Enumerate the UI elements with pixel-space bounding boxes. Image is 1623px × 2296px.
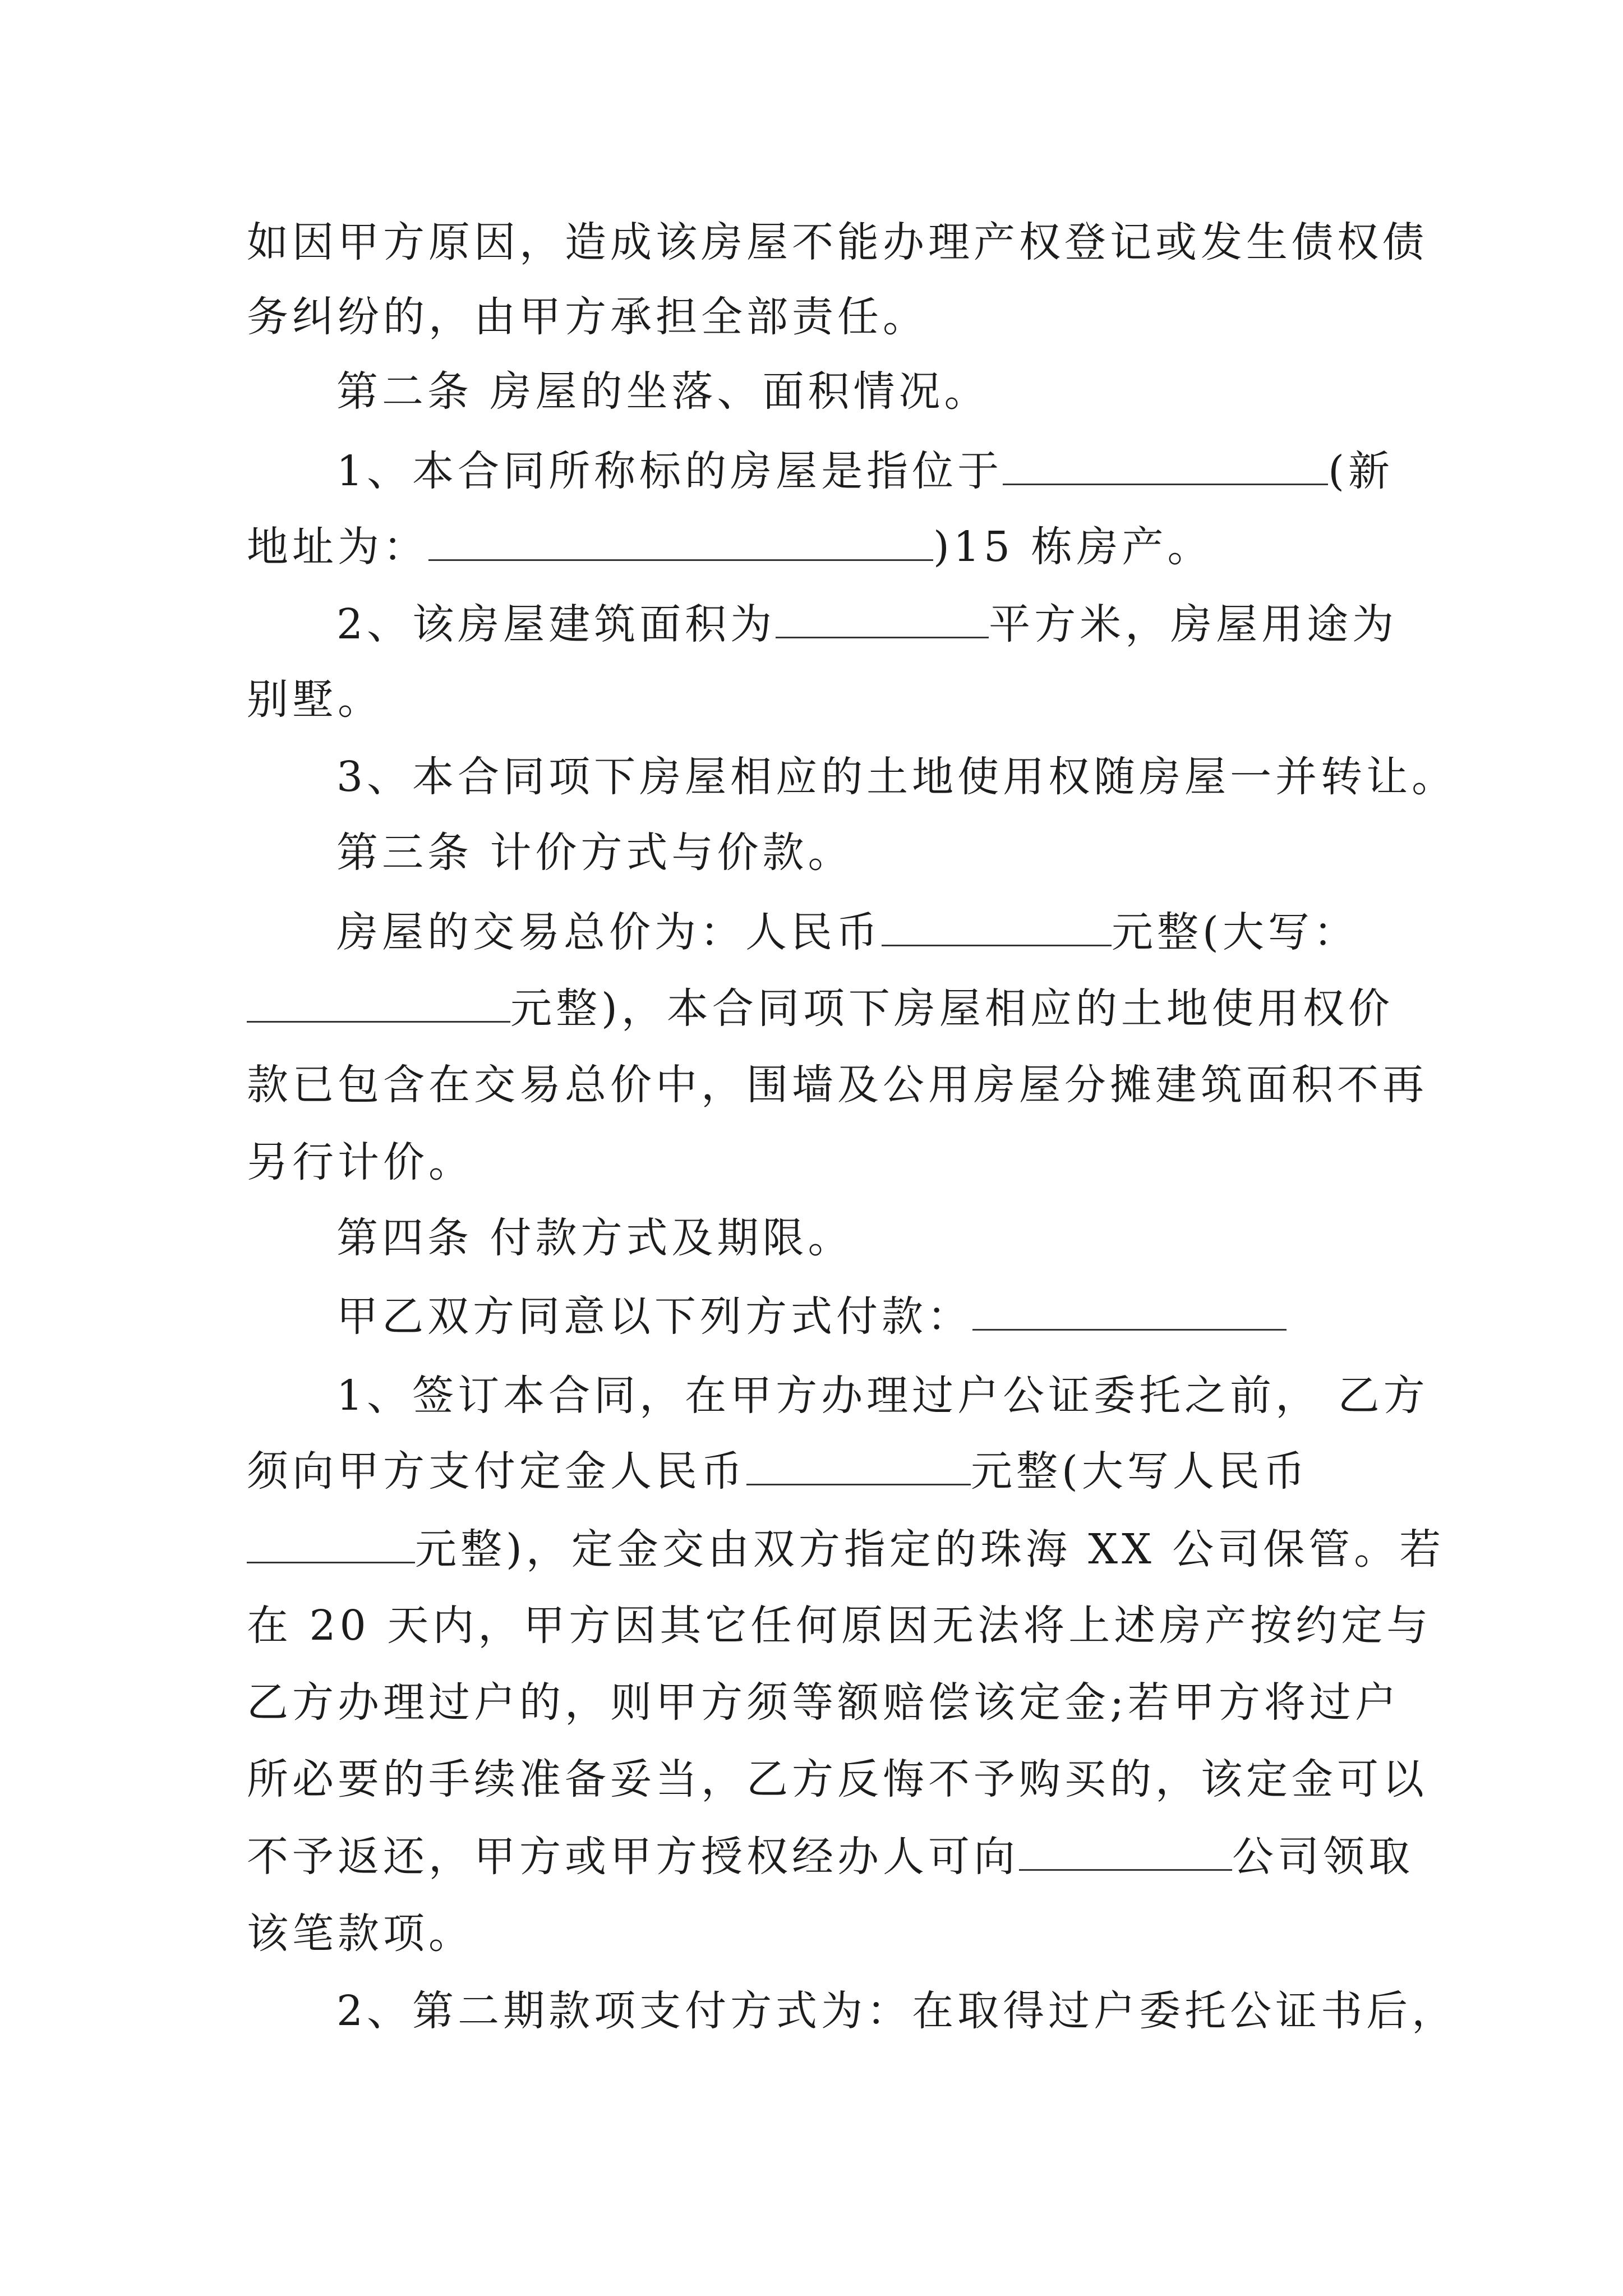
paragraph-line (247, 1443, 1391, 1499)
paragraph-line (336, 443, 1481, 499)
paragraph-line (247, 981, 1394, 1037)
blank-field (247, 1522, 415, 1563)
text-segment: 须向甲方支付定金人民币 (247, 1447, 746, 1496)
paragraph-line: 务纠纷的，由甲方承担全部责任。 (247, 293, 928, 341)
paragraph-line: 另行计价。 (247, 1138, 474, 1186)
text-segment: 元整)，定金交由双方指定的珠海 XX 公司保管。若 (415, 1525, 1445, 1573)
text-segment: (新 (1328, 447, 1394, 495)
paragraph-line: 3、本合同项下房屋相应的土地使用权随房屋一并转让。 (336, 753, 1458, 801)
article-2-heading: 第二条 房屋的坐落、面积情况。 (336, 367, 990, 416)
article-3-heading: 第三条 计价方式与价款。 (336, 829, 854, 877)
text-segment: 元整(大写： (1112, 908, 1359, 956)
paragraph-line (336, 1289, 1481, 1345)
paragraph-line (247, 519, 1391, 575)
blank-field (882, 905, 1112, 946)
paragraph-line (247, 1829, 1414, 1885)
paragraph-line (336, 596, 1481, 652)
blank-field (1003, 444, 1328, 485)
text-segment: 甲乙双方同意以下列方式付款： (336, 1292, 972, 1341)
paragraph-line: 在 20 天内，甲方因其它任何原因无法将上述房产按约定与 (247, 1602, 1432, 1650)
paragraph-line: 乙方办理过户的，则甲方须等额赔偿该定金;若甲方将过户 (247, 1678, 1400, 1727)
text-segment: 平方米，房屋用途为 (989, 600, 1398, 648)
blank-field (972, 1290, 1287, 1331)
paragraph-line: 2、第二期款项支付方式为：在取得过户委托公证书后， (336, 1987, 1458, 2035)
text-segment: 元整)，本合同项下房屋相应的土地使用权价 (510, 984, 1394, 1033)
paragraph-line: 如因甲方原因，造成该房屋不能办理产权登记或发生债权债 (247, 218, 1428, 266)
text-segment: 元整(大写人民币 (971, 1447, 1309, 1496)
text-segment: 房屋的交易总价为：人民币 (336, 908, 882, 956)
blank-field (1019, 1830, 1232, 1871)
blank-field (776, 597, 989, 638)
paragraph-line (247, 1521, 1445, 1577)
text-segment: 地址为： (247, 523, 428, 571)
paragraph-line: 该笔款项。 (247, 1910, 474, 1958)
text-segment: 2、该房屋建筑面积为 (336, 600, 776, 648)
article-4-heading: 第四条 付款方式及期限。 (336, 1214, 854, 1262)
blank-field (428, 520, 933, 561)
blank-field (247, 982, 510, 1023)
text-segment: 公司领取 (1232, 1833, 1414, 1881)
paragraph-line: 所必要的手续准备妥当，乙方反悔不予购买的，该定金可以 (247, 1755, 1428, 1803)
text-segment: )15 栋房产。 (933, 523, 1213, 571)
paragraph-line: 别墅。 (247, 675, 383, 724)
paragraph-line (336, 904, 1481, 960)
text-segment: 1、本合同所称标的房屋是指位于 (336, 447, 1003, 495)
paragraph-line: 1、签订本合同，在甲方办理过户公证委托之前， 乙方 (336, 1372, 1429, 1420)
text-segment: 不予返还，甲方或甲方授权经办人可向 (247, 1833, 1019, 1881)
blank-field (746, 1444, 971, 1485)
paragraph-line: 款已包含在交易总价中，围墙及公用房屋分摊建筑面积不再 (247, 1061, 1428, 1109)
